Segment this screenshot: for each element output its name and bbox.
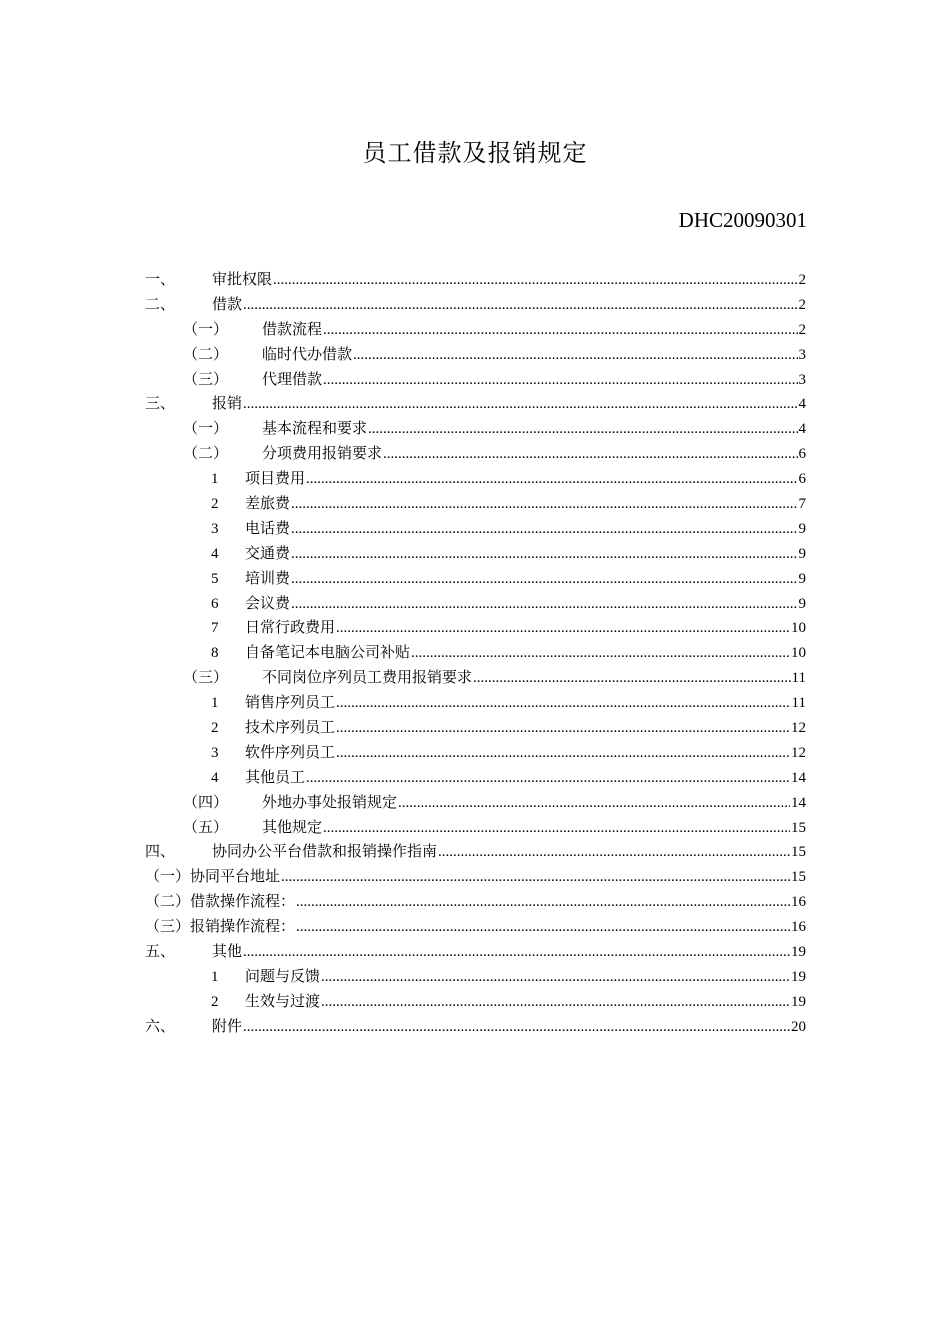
toc-dot-leader bbox=[323, 318, 797, 343]
toc-entry-page-number: 7 bbox=[798, 496, 806, 513]
toc-dot-leader bbox=[243, 940, 790, 965]
toc-entry-number: （二） bbox=[183, 446, 229, 463]
toc-entry-label: 协同办公平台借款和报销操作指南 bbox=[212, 844, 438, 861]
toc-entry-label: 培训费 bbox=[245, 570, 291, 587]
toc-entry-number: 3 bbox=[211, 744, 219, 761]
toc-entry-label: 借款 bbox=[212, 296, 243, 313]
toc-dot-leader bbox=[273, 268, 797, 293]
toc-dot-leader bbox=[243, 1015, 790, 1040]
toc-entry[interactable] bbox=[145, 467, 806, 492]
toc-entry-page-number: 9 bbox=[798, 520, 806, 537]
toc-entry-label: 报销 bbox=[212, 396, 243, 413]
toc-entry-number: （三） bbox=[183, 371, 229, 388]
toc-entry-page-number: 9 bbox=[798, 595, 806, 612]
toc-entry-number: 四、 bbox=[145, 844, 176, 861]
toc-entry-label: 外地办事处报销规定 bbox=[262, 794, 398, 811]
toc-entry[interactable] bbox=[145, 816, 806, 841]
toc-entry-page-number: 11 bbox=[791, 670, 806, 687]
toc-entry-page-number: 10 bbox=[791, 620, 806, 637]
toc-entry-page-number: 9 bbox=[798, 570, 806, 587]
toc-entry-label: 项目费用 bbox=[245, 471, 306, 488]
toc-entry-page-number: 2 bbox=[798, 321, 806, 338]
toc-entry-number: 2 bbox=[211, 993, 219, 1010]
toc-entry-number: （三） bbox=[183, 670, 229, 687]
toc-entry[interactable] bbox=[145, 417, 806, 442]
toc-entry-page-number: 15 bbox=[791, 819, 806, 836]
toc-entry-number: 1 bbox=[211, 968, 219, 985]
toc-entry[interactable] bbox=[145, 293, 806, 318]
toc-entry-label: 会议费 bbox=[245, 595, 291, 612]
toc-entry-number: 8 bbox=[211, 645, 219, 662]
toc-dot-leader bbox=[336, 716, 790, 741]
toc-entry-page-number: 15 bbox=[791, 844, 806, 861]
toc-entry[interactable] bbox=[145, 940, 806, 965]
toc-entry[interactable] bbox=[145, 492, 806, 517]
toc-entry-page-number: 6 bbox=[798, 471, 806, 488]
toc-entry-number: 2 bbox=[211, 720, 219, 737]
toc-entry-page-number: 11 bbox=[791, 695, 806, 712]
toc-dot-leader bbox=[306, 766, 790, 791]
toc-dot-leader bbox=[291, 542, 797, 567]
toc-entry[interactable] bbox=[145, 741, 806, 766]
toc-entry-label: 代理借款 bbox=[262, 371, 323, 388]
toc-entry[interactable] bbox=[145, 915, 806, 940]
toc-entry[interactable] bbox=[145, 990, 806, 1015]
toc-entry-label: 生效与过渡 bbox=[245, 993, 321, 1010]
toc-entry[interactable] bbox=[145, 766, 806, 791]
toc-dot-leader bbox=[383, 442, 797, 467]
toc-entry-page-number: 16 bbox=[791, 894, 806, 911]
toc-entry[interactable] bbox=[145, 840, 806, 865]
toc-entry-label: 临时代办借款 bbox=[262, 346, 353, 363]
toc-entry[interactable] bbox=[145, 392, 806, 417]
toc-dot-leader bbox=[291, 492, 797, 517]
toc-entry-label: 技术序列员工 bbox=[245, 720, 336, 737]
toc-entry[interactable] bbox=[145, 368, 806, 393]
toc-dot-leader bbox=[336, 691, 791, 716]
toc-dot-leader bbox=[438, 840, 790, 865]
toc-entry[interactable] bbox=[145, 1015, 806, 1040]
toc-dot-leader bbox=[291, 517, 797, 542]
toc-entry-number: （一） bbox=[183, 421, 229, 438]
toc-entry[interactable] bbox=[145, 442, 806, 467]
table-of-contents bbox=[145, 268, 806, 1040]
toc-entry-page-number: 16 bbox=[791, 919, 806, 936]
toc-entry-page-number: 15 bbox=[791, 869, 806, 886]
toc-entry-number: 5 bbox=[211, 570, 219, 587]
toc-entry-number: （四） bbox=[183, 794, 229, 811]
toc-dot-leader bbox=[306, 467, 797, 492]
toc-entry-label: 不同岗位序列员工费用报销要求 bbox=[262, 670, 473, 687]
toc-dot-leader bbox=[336, 616, 790, 641]
toc-entry-label: 分项费用报销要求 bbox=[262, 446, 383, 463]
toc-entry-number: 4 bbox=[211, 545, 219, 562]
toc-dot-leader bbox=[353, 343, 797, 368]
toc-dot-leader bbox=[291, 567, 797, 592]
toc-dot-leader bbox=[323, 368, 797, 393]
toc-entry-number: （二） bbox=[183, 346, 229, 363]
toc-dot-leader bbox=[281, 865, 790, 890]
toc-entry-number: 6 bbox=[211, 595, 219, 612]
toc-dot-leader bbox=[368, 417, 797, 442]
toc-dot-leader bbox=[296, 915, 790, 940]
toc-entry-page-number: 20 bbox=[791, 1018, 806, 1035]
toc-entry-number: 7 bbox=[211, 620, 219, 637]
toc-entry-page-number: 19 bbox=[791, 944, 806, 961]
toc-dot-leader bbox=[323, 816, 790, 841]
toc-entry-number: 1 bbox=[211, 471, 219, 488]
toc-entry[interactable] bbox=[145, 343, 806, 368]
toc-entry-label: 审批权限 bbox=[212, 272, 273, 288]
toc-entry[interactable] bbox=[145, 691, 806, 716]
toc-entry-page-number: 3 bbox=[798, 371, 806, 388]
toc-dot-leader bbox=[473, 666, 791, 691]
toc-entry-number: 六、 bbox=[145, 1018, 176, 1035]
document-number: DHC20090301 bbox=[678, 208, 807, 232]
toc-entry-label: 附件 bbox=[212, 1018, 243, 1035]
toc-entry[interactable] bbox=[145, 965, 806, 990]
toc-entry-label: 其他员工 bbox=[245, 769, 306, 786]
toc-entry-label: （二）借款操作流程： bbox=[145, 894, 296, 911]
toc-entry-label: 基本流程和要求 bbox=[262, 421, 368, 438]
toc-entry-page-number: 6 bbox=[798, 446, 806, 463]
toc-entry-label: 差旅费 bbox=[245, 496, 291, 513]
toc-entry-label: （一）协同平台地址 bbox=[145, 869, 281, 886]
toc-entry-label: 电话费 bbox=[245, 520, 291, 537]
toc-dot-leader bbox=[243, 293, 797, 318]
toc-entry-page-number: 12 bbox=[791, 720, 806, 737]
toc-entry[interactable] bbox=[145, 517, 806, 542]
toc-entry[interactable] bbox=[145, 666, 806, 691]
toc-entry-number: 4 bbox=[211, 769, 219, 786]
toc-entry-number: （一） bbox=[183, 321, 229, 338]
toc-entry-label: 软件序列员工 bbox=[245, 744, 336, 761]
toc-entry-page-number: 10 bbox=[791, 645, 806, 662]
toc-entry-label: 借款流程 bbox=[262, 321, 323, 338]
toc-entry-number: （五） bbox=[183, 819, 229, 836]
toc-dot-leader bbox=[321, 990, 790, 1015]
toc-entry-number: 五、 bbox=[145, 944, 176, 961]
toc-entry-number: 3 bbox=[211, 520, 219, 537]
toc-entry[interactable] bbox=[145, 567, 806, 592]
toc-entry[interactable] bbox=[145, 890, 806, 915]
toc-entry-page-number: 2 bbox=[798, 272, 806, 288]
toc-entry-label: 日常行政费用 bbox=[245, 620, 336, 637]
toc-dot-leader bbox=[291, 592, 797, 617]
toc-entry-label: 自备笔记本电脑公司补贴 bbox=[245, 645, 411, 662]
toc-entry-number: 2 bbox=[211, 496, 219, 513]
toc-entry-label: 其他规定 bbox=[262, 819, 323, 836]
toc-entry[interactable] bbox=[145, 716, 806, 741]
toc-entry[interactable] bbox=[145, 616, 806, 641]
toc-entry-page-number: 4 bbox=[798, 396, 806, 413]
toc-entry-label: 问题与反馈 bbox=[245, 968, 321, 985]
toc-entry[interactable] bbox=[145, 791, 806, 816]
toc-entry[interactable] bbox=[145, 542, 806, 567]
toc-entry[interactable] bbox=[145, 865, 806, 890]
toc-entry[interactable] bbox=[145, 641, 806, 666]
toc-entry[interactable] bbox=[145, 268, 806, 293]
toc-entry-page-number: 9 bbox=[798, 545, 806, 562]
toc-entry[interactable] bbox=[145, 318, 806, 343]
toc-entry-number: 1 bbox=[211, 695, 219, 712]
document-title: 员工借款及报销规定 bbox=[362, 139, 588, 167]
toc-entry-label: （三）报销操作流程： bbox=[145, 919, 296, 936]
toc-entry-page-number: 19 bbox=[791, 968, 806, 985]
toc-entry-number: 三、 bbox=[145, 396, 176, 413]
toc-entry-page-number: 19 bbox=[791, 993, 806, 1010]
toc-entry-page-number: 3 bbox=[798, 346, 806, 363]
toc-dot-leader bbox=[243, 392, 797, 417]
toc-dot-leader bbox=[336, 741, 790, 766]
toc-entry-number: 二、 bbox=[145, 296, 176, 313]
toc-entry-label: 交通费 bbox=[245, 545, 291, 562]
toc-dot-leader bbox=[411, 641, 790, 666]
toc-entry-label: 销售序列员工 bbox=[245, 695, 336, 712]
toc-dot-leader bbox=[321, 965, 790, 990]
toc-entry-number: 一、 bbox=[145, 272, 176, 288]
toc-entry-page-number: 12 bbox=[791, 744, 806, 761]
toc-entry-page-number: 14 bbox=[791, 794, 806, 811]
toc-dot-leader bbox=[398, 791, 790, 816]
toc-entry-page-number: 4 bbox=[798, 421, 806, 438]
toc-entry[interactable] bbox=[145, 592, 806, 617]
toc-entry-page-number: 2 bbox=[798, 296, 806, 313]
toc-entry-label: 其他 bbox=[212, 944, 243, 961]
toc-dot-leader bbox=[296, 890, 790, 915]
toc-entry-page-number: 14 bbox=[791, 769, 806, 786]
